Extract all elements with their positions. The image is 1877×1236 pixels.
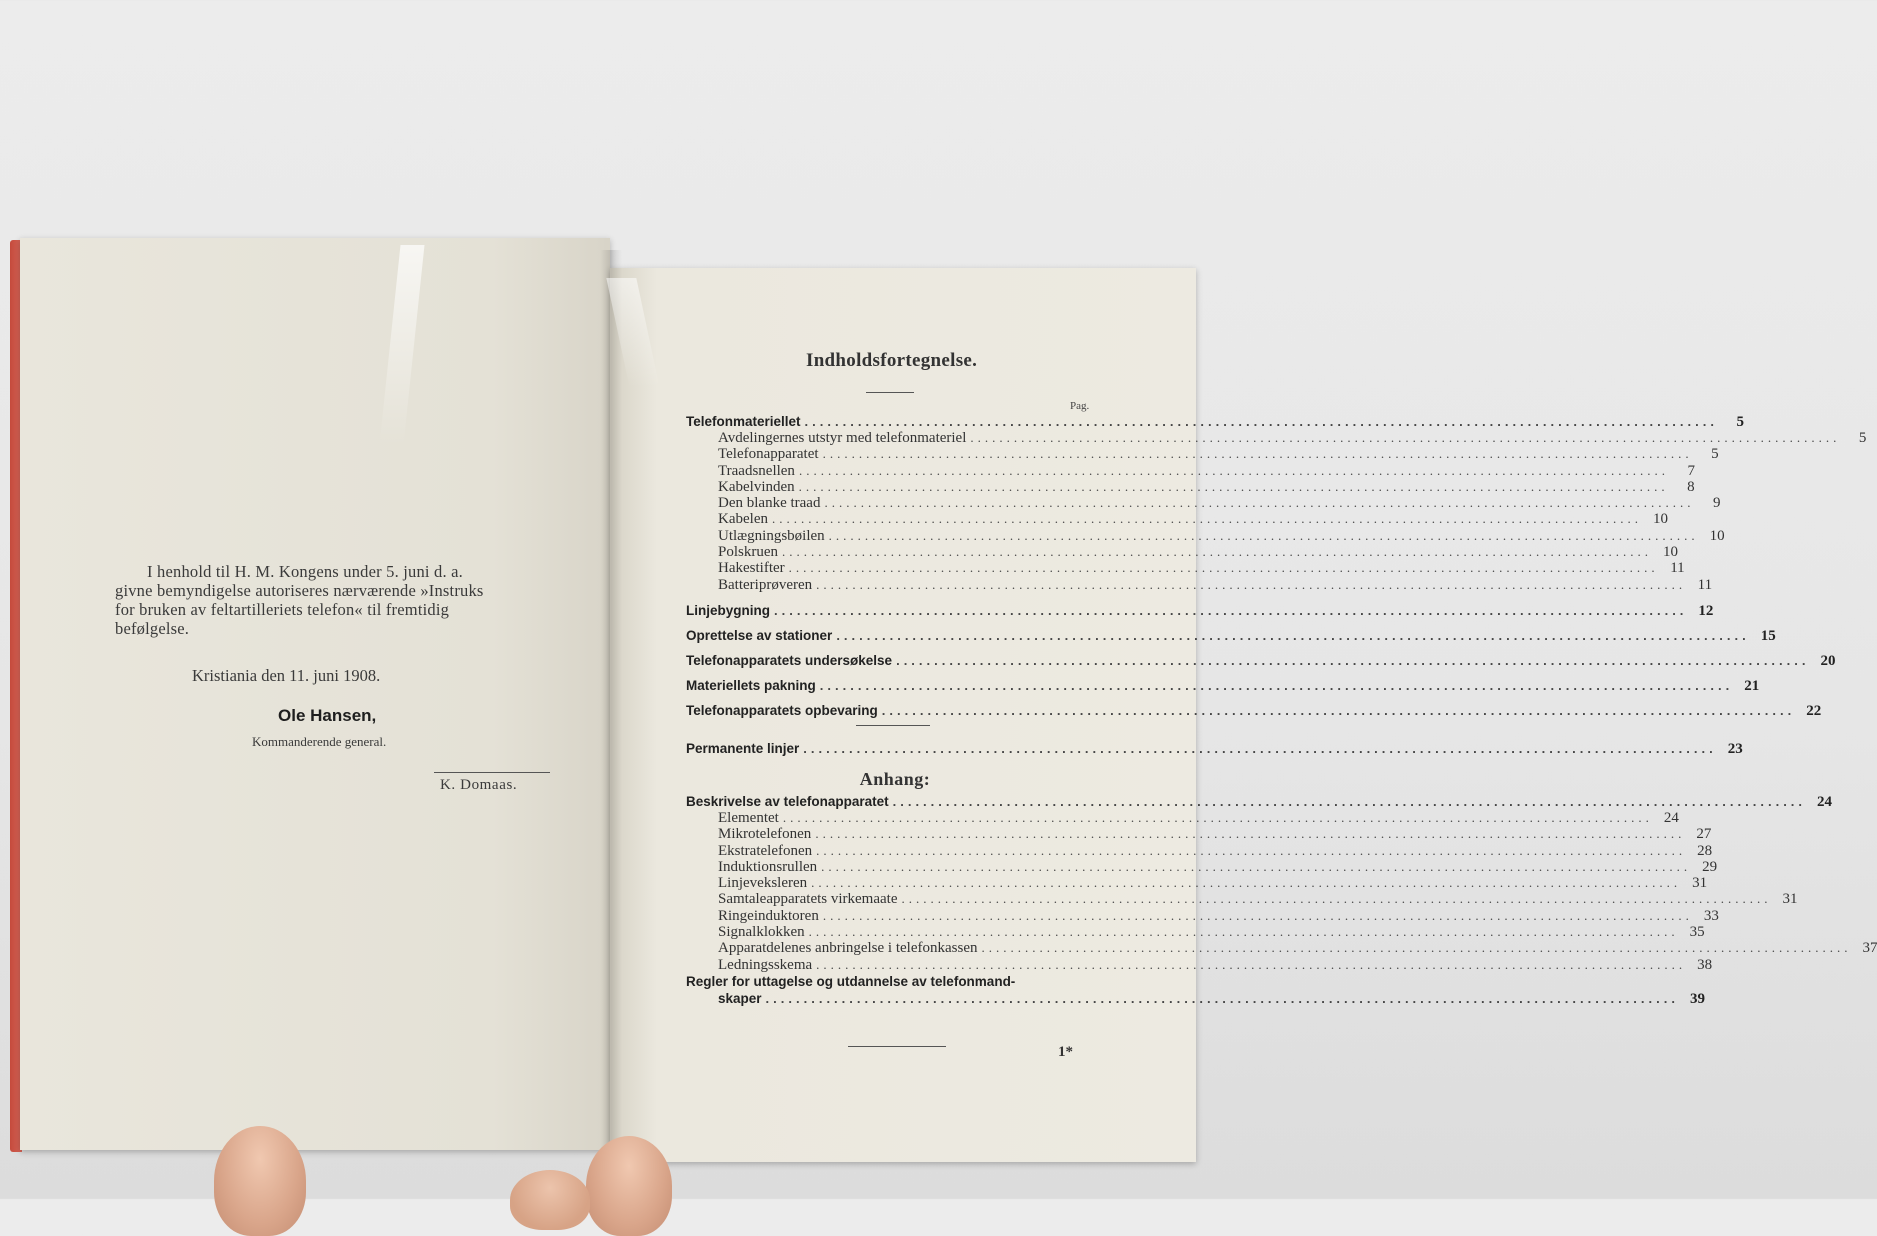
authorization-line: befølgelse. <box>115 619 190 638</box>
toc-subrow: Apparatdelenes anbringelse i telefonkassen ........................................................................................................................ 37 <box>718 940 1877 957</box>
toc-subrow: Elementet ........................................................................................................................ 24 <box>718 809 1679 826</box>
toc-subrow: Ringeinduktoren ........................................................................................................................ 33 <box>718 907 1719 924</box>
toc-subrow: Samtaleapparatets virkemaate ........................................................................................................................ 31 <box>718 891 1798 908</box>
finger <box>510 1170 590 1230</box>
page-number: 1* <box>1058 1044 1073 1060</box>
toc-row: Telefonmateriellet ........................................................................................................................ 5 <box>686 414 1744 430</box>
toc-row: Permanente linjer ........................................................................................................................ 23 <box>686 740 1743 757</box>
countersign: K. Domaas. <box>440 777 518 793</box>
toc-row: Beskrivelse av telefonapparatet ........................................................................................................................ 24 <box>686 793 1833 810</box>
toc-subrow: Ledningsskema ........................................................................................................................ 38 <box>718 956 1713 973</box>
toc-subrow: Avdelingernes utstyr med telefonmateriel ........................................................................................................................ 5 <box>718 430 1867 446</box>
toc-subrow: Telefonapparatet ........................................................................................................................ 5 <box>718 446 1719 463</box>
authorization-line: for bruken av feltartilleriets telefon« til fremtidig <box>115 600 450 619</box>
toc-subrow: Polskruen ........................................................................................................................ 10 <box>718 544 1678 561</box>
toc-row: Telefonapparatets opbevaring ........................................................................................................................ 22 <box>686 702 1822 719</box>
toc-subrow: Hakestifter ........................................................................................................................ 11 <box>718 560 1685 577</box>
thumb-right <box>586 1136 672 1236</box>
table-of-contents <box>686 413 1877 1007</box>
toc-row: Telefonapparatets undersøkelse ........................................................................................................................ 20 <box>686 652 1836 669</box>
authorization-text <box>115 562 553 638</box>
thumb-left <box>214 1126 306 1236</box>
toc-subrow: Kabelen ........................................................................................................................ 10 <box>718 511 1668 528</box>
footer-divider <box>848 1046 946 1047</box>
toc-subrow: Linjeveksleren ........................................................................................................................ 31 <box>718 875 1708 892</box>
signature-divider <box>434 772 550 773</box>
toc-row: Regler for uttagelse og utdannelse av telefonmand- <box>686 973 1016 989</box>
authorization-line: I henhold til H. M. Kongens under 5. juni d. a. <box>147 562 463 581</box>
toc-subrow: Signalklokken ........................................................................................................................ 35 <box>718 924 1705 941</box>
toc-subrow: Den blanke traad ........................................................................................................................ 9 <box>718 495 1721 512</box>
toc-row: Materiellets pakning ........................................................................................................................ 21 <box>686 677 1760 694</box>
appendix-title: Anhang: <box>859 768 931 789</box>
toc-subrow: Mikrotelefonen ........................................................................................................................ 27 <box>718 826 1712 843</box>
signer-name: Ole Hansen, <box>278 706 377 725</box>
toc-row: Linjebygning ........................................................................................................................ 12 <box>686 602 1714 619</box>
divider-line <box>856 725 930 726</box>
toc-row-continuation: skaper ........................................................................................................................ 39 <box>718 990 1705 1007</box>
toc-subrow: Kabelvinden ........................................................................................................................ 8 <box>718 478 1695 495</box>
toc-subrow: Induktionsrullen ........................................................................................................................ 29 <box>718 858 1718 875</box>
toc-row: Oprettelse av stationer ........................................................................................................................ 15 <box>686 627 1776 644</box>
toc-subrow: Ekstratelefonen ........................................................................................................................ 28 <box>718 842 1713 859</box>
toc-subrow: Traadsnellen ........................................................................................................................ 7 <box>718 462 1695 479</box>
pag-label: Pag. <box>1070 400 1090 412</box>
section-divider <box>686 723 1104 737</box>
toc-subrow: Batteriprøveren ........................................................................................................................ 11 <box>718 576 1713 593</box>
left-page <box>20 238 610 1150</box>
toc-title: Indholdsfortegnelse. <box>806 350 978 371</box>
book-gutter <box>600 250 622 1155</box>
authorization-line: givne bemyndigelse autoriseres nærværende »Instruks <box>115 581 484 600</box>
title-divider <box>866 392 914 393</box>
signer-title: Kommanderende general. <box>252 734 387 749</box>
toc-subrow: Utlægningsbøilen ........................................................................................................................ 10 <box>718 527 1725 544</box>
place-date: Kristiania den 11. juni 1908. <box>192 666 381 685</box>
